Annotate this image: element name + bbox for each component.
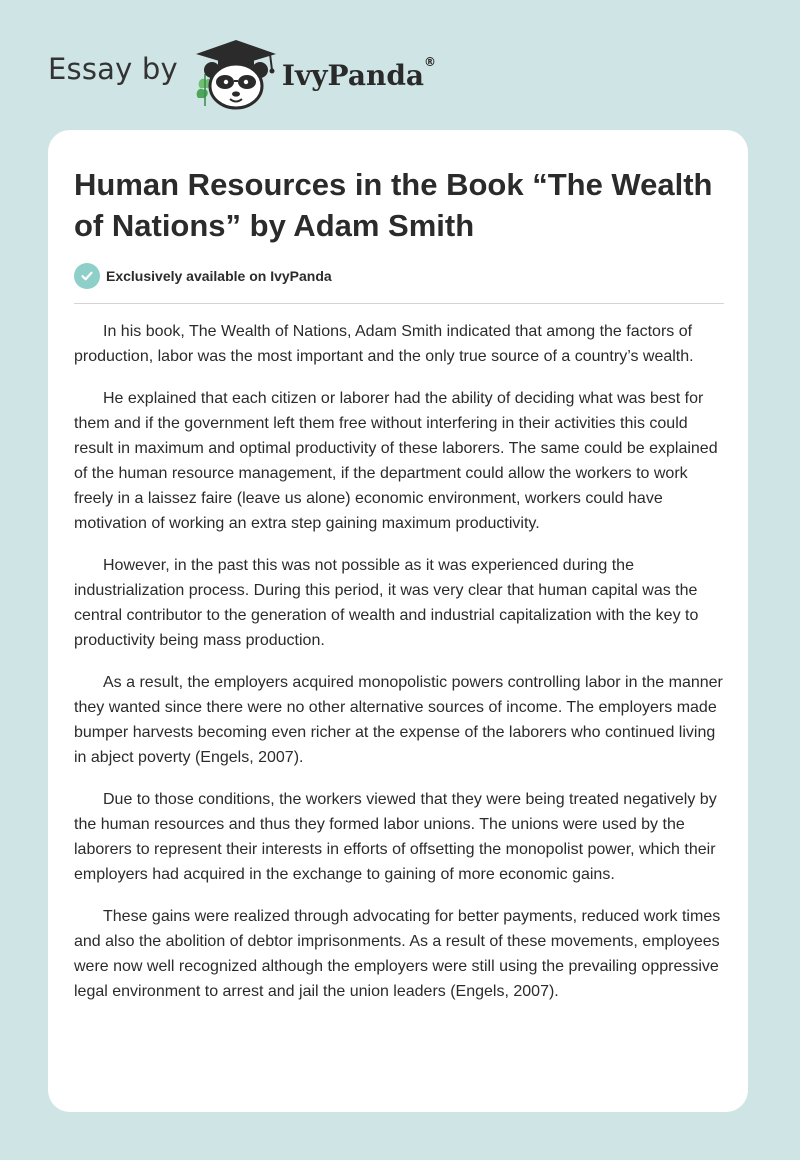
title-divider <box>74 303 724 304</box>
brand-name-text: IvyPanda <box>281 58 425 92</box>
exclusive-badge <box>74 263 332 289</box>
exclusive-badge-text: Exclusively available on IvyPanda <box>106 268 332 284</box>
essay-paragraph: In his book, The Wealth of Nations, Adam Smith indicated that among the factors of production, labor was the most important and the only true source of a country’s wealth. <box>74 323 694 365</box>
essay-paragraph: However, in the past this was not possible as it was experienced during the industrialization process. During this period, it was very clear that human capital was the central contributor to the generation of wealth and industrial capitalization with the key to productivity being mass production. <box>74 557 699 649</box>
essay-by-label: Essay by <box>48 52 178 86</box>
essay-paragraph: As a result, the employers acquired monopolistic powers controlling labor in the manner they wanted since there were no other alternative sources of income. The employers made bumper harvests becoming even richer at the expense of the laborers who continued living in abject poverty (Engels, 2007). <box>74 674 723 766</box>
essay-paragraph: These gains were realized through advocating for better payments, reduced work times and also the abolition of debtor imprisonments. As a result of these movements, employees were now well recognized although the employers were still using the prevailing oppressive legal environment to arrest and jail the union leaders (Engels, 2007). <box>74 908 721 1000</box>
graduate-panda-logo-icon <box>188 36 284 112</box>
essay-card <box>48 130 748 1112</box>
essay-title: Human Resources in the Book “The Wealth of Nations” by Adam Smith <box>74 167 713 243</box>
essay-paragraph: He explained that each citizen or laborer had the ability of deciding what was best for them and if the government left them free without interfering in their activities this could result in maximum and optimal productivity of these laborers. The same could be explained of the human resource management, if the department could allow the workers to work freely in a laissez faire (leave us alone) economic environment, workers could have motivation of working an extra step gaining maximum productivity. <box>74 390 718 532</box>
brand-name <box>281 54 437 92</box>
check-circle-icon <box>74 263 100 289</box>
trademark-symbol: ® <box>424 54 437 69</box>
brand-header[interactable] <box>48 36 436 112</box>
essay-body <box>74 319 726 1021</box>
essay-paragraph: Due to those conditions, the workers viewed that they were being treated negatively by the human resources and thus they formed labor unions. The unions were used by the laborers to represent their interests in efforts of offsetting the monopolist power, which their employers had acquired in the exchange to gaining of more economic gains. <box>74 791 717 883</box>
